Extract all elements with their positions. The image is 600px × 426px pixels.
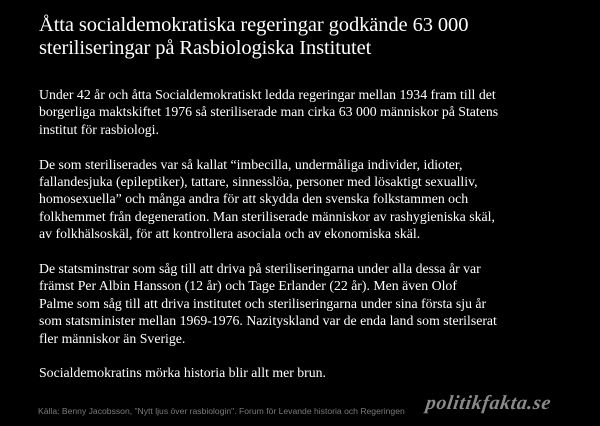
site-logo: politikfakta.se xyxy=(424,392,553,414)
paragraph-intro xyxy=(39,86,579,138)
paragraph-victims xyxy=(39,156,579,243)
text-line: främst Per Albin Hansson (12 år) och Tage Erlander (22 år). Men även Olof xyxy=(39,278,457,294)
paragraph-conclusion xyxy=(39,364,579,381)
text-line: institut för rasbiologi. xyxy=(39,121,159,137)
footer xyxy=(0,390,600,426)
text-line: homosexuella” och många andra för att skydda den svenska folkstammen och xyxy=(39,191,469,207)
text-line: fler människor än Sverige. xyxy=(39,330,186,346)
text-line: De som steriliserades var så kallat “imbecilla, undermåliga individer, idioter, xyxy=(39,156,463,172)
text-line: som statsminister mellan 1969-1976. Nazityskland var de enda land som sterilserat xyxy=(39,313,497,329)
headline-line: steriliseringar på Rasbiologiska Institutet xyxy=(39,37,372,59)
text-line: av folkhälsoskäl, för att kontrollera asociala och av ekonomiska skäl. xyxy=(39,226,421,242)
text-line: borgerliga maktskiftet 1976 så steriliserade man cirka 63 000 människor på Statens xyxy=(39,104,499,120)
article-body xyxy=(39,86,579,399)
text-line: fallandesjuka (epileptiker), tattare, sinnesslöa, personer med lösaktigt sexualliv, xyxy=(39,174,478,190)
headline-line: Åtta socialdemokratiska regeringar godkände 63 000 xyxy=(39,14,469,36)
text-line: De statsminstrar som såg till att driva på steriliseringarna under alla dessa år var xyxy=(39,261,481,277)
text-line: folkhemmet från degeneration. Man steriliserade människor av rashygieniska skäl, xyxy=(39,208,495,224)
headline xyxy=(39,14,579,60)
text-line: Socialdemokratins mörka historia blir allt mer brun. xyxy=(39,365,326,381)
text-line: Under 42 år och åtta Socialdemokratiskt ledda regeringar mellan 1934 fram till det xyxy=(39,87,496,102)
paragraph-prime-ministers xyxy=(39,260,579,347)
text-line: Palme som såg till att driva institutet och steriliseringarna under sina första sju år xyxy=(39,295,487,311)
source-citation: Källa: Benny Jacobsson, "Nytt ljus över rasbiologin". Forum för Levande historia och Regeringen xyxy=(38,406,405,416)
